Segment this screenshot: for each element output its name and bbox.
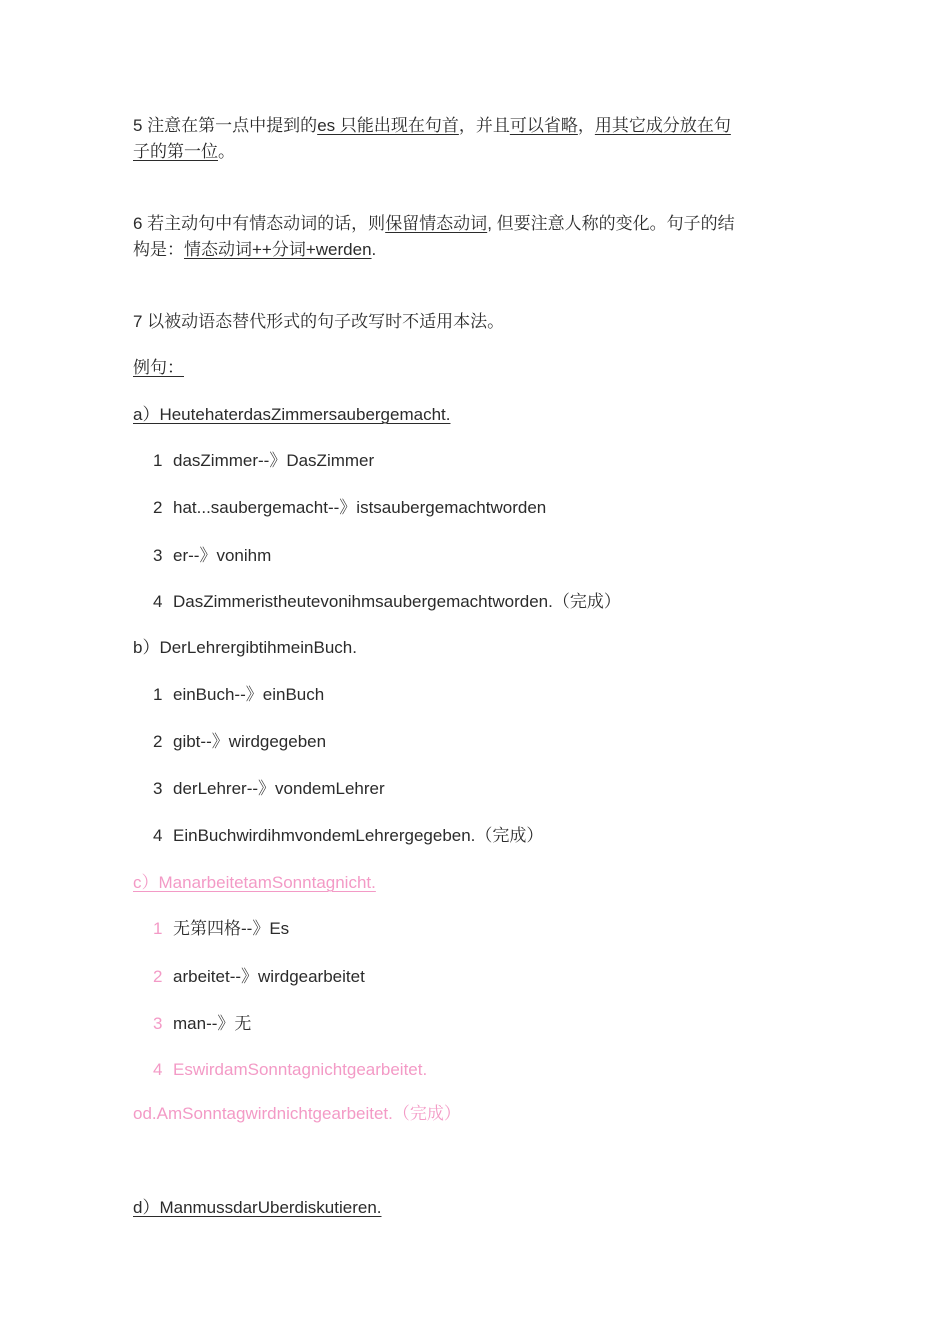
step-number: 4 bbox=[153, 1060, 163, 1079]
example-b-step bbox=[153, 823, 543, 849]
example-b-step bbox=[153, 776, 385, 802]
example-c-step bbox=[153, 964, 365, 990]
example-a-step bbox=[153, 543, 271, 569]
step-number: 1 bbox=[153, 685, 163, 704]
step-text: hat...saubergemacht--》istsaubergemachtworden bbox=[173, 498, 547, 517]
step-number: 3 bbox=[153, 546, 163, 565]
example-b-step bbox=[153, 682, 324, 708]
point-5-paragraph bbox=[133, 113, 813, 165]
example-c-step bbox=[153, 1057, 427, 1083]
step-text: gibt--》wirdgegeben bbox=[173, 732, 327, 751]
example-c-heading: c）ManarbeitetamSonntagnicht. bbox=[133, 873, 376, 892]
point-5-underline-3a: 用其它成分放在句 bbox=[594, 116, 731, 135]
example-a-heading: a）HeutehaterdasZimmersaubergemacht. bbox=[133, 405, 451, 424]
step-text: 无第四格--》Es bbox=[173, 919, 290, 938]
example-c-alternative: od.AmSonntagwirdnichtgearbeitet.（完成） bbox=[133, 1104, 461, 1123]
point-5-mid-2: ， bbox=[577, 116, 595, 135]
point-5-end: 。 bbox=[218, 142, 235, 161]
point-6-line2-prefix: 构是： bbox=[133, 240, 184, 259]
point-6-prefix: 6 若主动句中有情态动词的话，则 bbox=[133, 214, 386, 233]
step-number: 3 bbox=[153, 1014, 163, 1033]
step-text: man--》无 bbox=[173, 1014, 252, 1033]
example-c-step bbox=[153, 916, 289, 942]
step-number: 1 bbox=[153, 919, 163, 938]
example-a-step bbox=[153, 589, 621, 615]
step-number: 2 bbox=[153, 967, 163, 986]
step-text: dasZimmer--》DasZimmer bbox=[173, 451, 375, 470]
examples-label: 例句： bbox=[133, 358, 184, 377]
example-a-step bbox=[153, 495, 546, 521]
step-number: 4 bbox=[153, 826, 163, 845]
step-text: EinBuchwirdihmvondemLehrergegeben.（完成） bbox=[173, 826, 544, 845]
step-number: 3 bbox=[153, 779, 163, 798]
step-text: DasZimmeristheutevonihmsaubergemachtworden.（完成） bbox=[173, 592, 621, 611]
step-text: einBuch--》einBuch bbox=[173, 685, 325, 704]
example-b-step bbox=[153, 729, 326, 755]
step-text: arbeitet--》wirdgearbeitet bbox=[173, 967, 365, 986]
point-6-underline-2: 情态动词++分词+werden bbox=[184, 240, 372, 259]
step-number: 4 bbox=[153, 592, 163, 611]
step-text: derLehrer--》vondemLehrer bbox=[173, 779, 385, 798]
point-5-underline-2: 可以省略 bbox=[509, 116, 578, 135]
step-number: 1 bbox=[153, 451, 163, 470]
point-6-paragraph bbox=[133, 211, 813, 263]
example-a-step bbox=[153, 448, 374, 474]
step-number: 2 bbox=[153, 498, 163, 517]
point-5-underline-1: es 只能出现在句首 bbox=[317, 116, 459, 135]
example-c-step bbox=[153, 1011, 251, 1037]
point-6-underline-1: 保留情态动词 bbox=[385, 214, 488, 233]
example-b-heading: b）DerLehrergibtihmeinBuch. bbox=[133, 638, 357, 657]
point-5-mid-1: ，并且 bbox=[458, 116, 510, 135]
step-text: er--》vonihm bbox=[173, 546, 272, 565]
point-6-line2-suffix: . bbox=[371, 240, 377, 259]
example-d-heading: d）ManmussdarUberdiskutieren. bbox=[133, 1198, 382, 1217]
step-text: EswirdamSonntagnichtgearbeitet. bbox=[173, 1060, 428, 1079]
point-6-suffix: , 但要注意人称的变化。句子的结 bbox=[487, 214, 735, 233]
point-5-underline-3b: 子的第一位 bbox=[133, 142, 218, 161]
point-5-prefix: 5 注意在第一点中提到的 bbox=[133, 116, 318, 135]
point-7-paragraph: 7 以被动语态替代形式的句子改写时不适用本法。 bbox=[133, 312, 505, 331]
step-number: 2 bbox=[153, 732, 163, 751]
